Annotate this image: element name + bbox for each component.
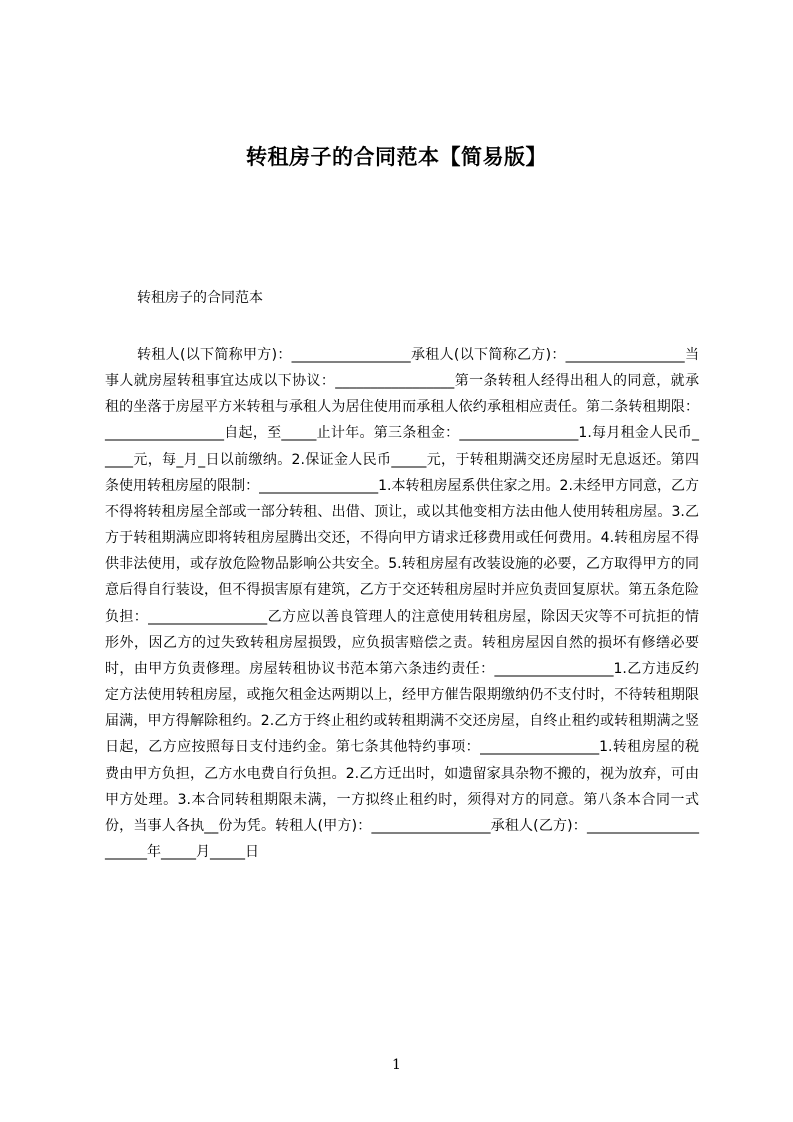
document-subtitle: 转租房子的合同范本 <box>137 290 263 306</box>
contract-body-paragraph: 转租人(以下简称甲方)：_________________承租人(以下简称乙方)：_________________当事人就房屋转租事宜达成以下协议：_________________第一条转租人经得出租人的同意，就承租的坐落于房屋平方米转租与承租人为居住使用而承租人依约承租相应责任。第二条转租期限：_________________自起，至_____止计年。第三条租金：_________________1.每月租金人民币_____元，每_月_日以前缴纳。2.保证金人民币_____元，于转租期满交还房屋时无息返还。第四条使用转租房屋的限制：_________________1.本转租房屋系供住家之用。2.未经甲方同意，乙方不得将转租房屋全部或一部分转租、出借、顶让，或以其他变相方法由他人使用转租房屋。3.乙方于转租期满应即将转租房屋腾出交还，不得向甲方请求迁移费用或任何费用。4.转租房屋不得供非法使用，或存放危险物品影响公共安全。5.转租房屋有改装设施的必要，乙方取得甲方的同意后得自行装设，但不得损害原有建筑，乙方于交还转租房屋时并应负责回复原状。第五条危险负担：_________________乙方应以善良管理人的注意使用转租房屋，除因天灾等不可抗拒的情形外，因乙方的过失致转租房屋损毁，应负损害赔偿之责。转租房屋因自然的损坏有修缮必要时，由甲方负责修理。房屋转租协议书范本第六条违约责任：_________________1.乙方违反约定方法使用转租房屋，或拖欠租金达两期以上，经甲方催告限期缴纳仍不支付时，不待转租期限届满，甲方得解除租约。2.乙方于终止租约或转租期满不交还房屋，自终止租约或转租期满之竖日起，乙方应按照每日支付违约金。第七条其他特约事项：_________________1.转租房屋的税费由甲方负担，乙方水电费自行负担。2.乙方迁出时，如遗留家具杂物不搬的，视为放弃，可由甲方处理。3.本合同转租期限未满，一方拟终止租约时，须得对方的同意。第八条本合同一式份，当事人各执__份为凭。转租人(甲方)：_________________承租人(乙方)：______________________年_____月_____日 <box>105 347 699 860</box>
page-number: 1 <box>392 1057 401 1073</box>
document-title: 转租房子的合同范本【简易版】 <box>246 145 547 169</box>
